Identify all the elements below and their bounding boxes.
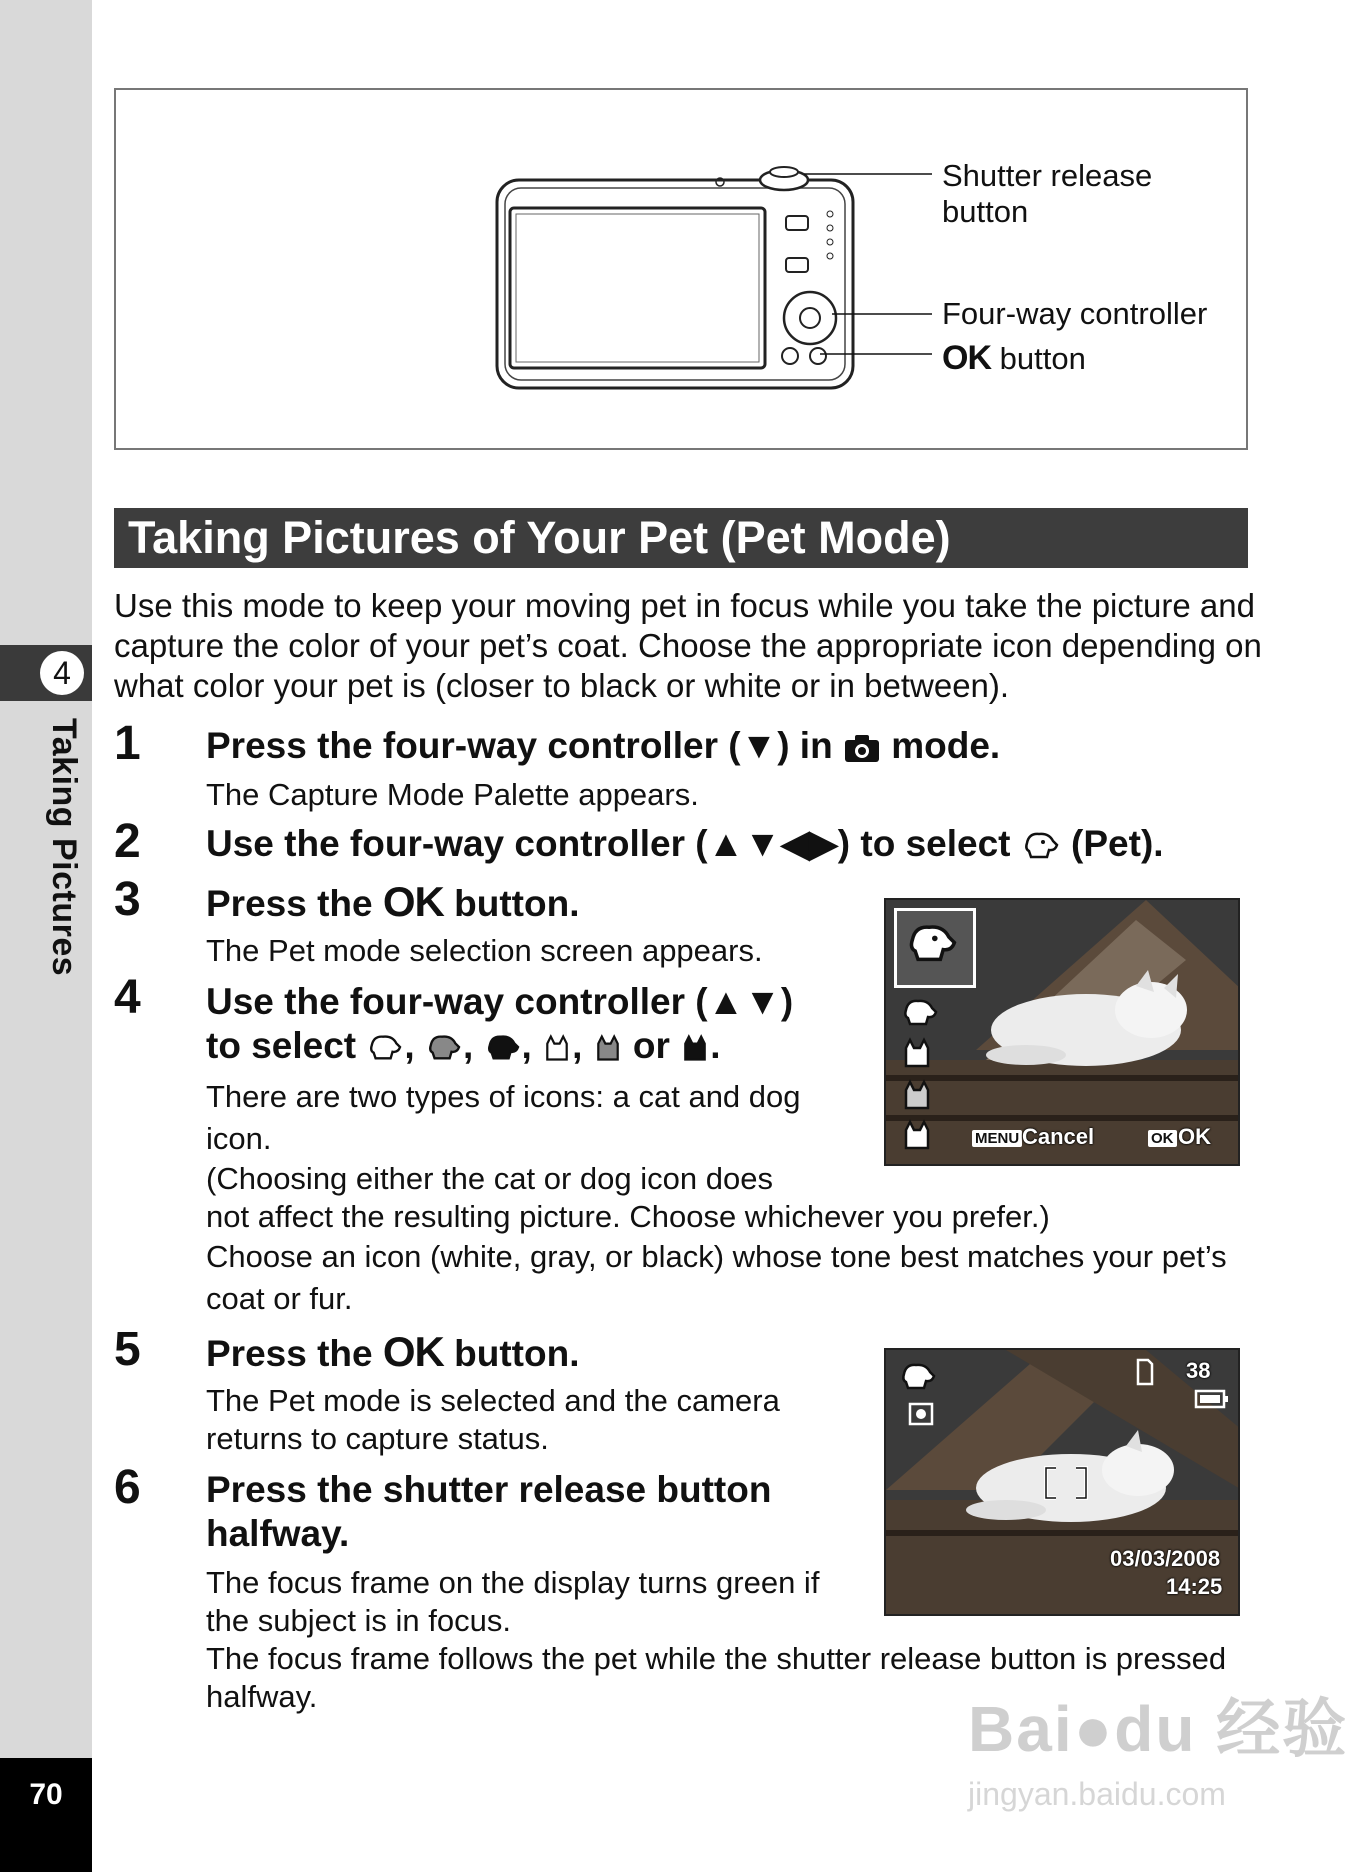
camera-mode-icon [843, 732, 881, 764]
ok-glyph: OK [382, 878, 444, 925]
step-1-number: 1 [114, 717, 141, 770]
or-word: or [622, 1025, 681, 1066]
memory-card-icon [1134, 1358, 1156, 1386]
ok-button-callout [942, 340, 1086, 377]
dog-gray-icon[interactable] [900, 996, 940, 1030]
section-title: Taking Pictures of Your Pet (Pet Mode) [128, 512, 951, 563]
ok-glyph: OK [942, 339, 991, 377]
step-4-heading-line2-a: to select [206, 1025, 367, 1066]
separator: , [521, 1025, 543, 1066]
separator: , [404, 1025, 425, 1066]
step-3-number: 3 [114, 873, 141, 926]
step-6-body-1: The focus frame on the display turns green if the subject is in focus. [206, 1565, 820, 1638]
separator: , [462, 1025, 484, 1066]
battery-icon [1194, 1388, 1230, 1410]
step-5-body: The Pet mode is selected and the camera returns to capture status. [206, 1383, 780, 1456]
shots-remaining: 38 [1186, 1358, 1211, 1383]
step-5-heading [206, 1330, 579, 1376]
menu-key-tag: MENU [972, 1130, 1022, 1147]
step-4-number: 4 [114, 971, 141, 1024]
capture-status-screen [884, 1348, 1240, 1616]
step-1-heading [206, 724, 1000, 768]
dog-white-icon [366, 1032, 404, 1064]
step-1-body: The Capture Mode Palette appears. [206, 777, 699, 812]
step-4-heading-line1: Use the four-way controller (▲▼) [206, 981, 794, 1022]
step-2-heading [206, 822, 1164, 866]
step-3-body: The Pet mode selection screen appears. [206, 933, 763, 968]
page-number: 70 [29, 1778, 63, 1811]
page-number-box [0, 1758, 92, 1872]
date-display: 03/03/2008 [1110, 1546, 1221, 1571]
cat-gray-icon [593, 1032, 623, 1064]
baidu-watermark: Bai●du 经验 [968, 1693, 1349, 1765]
four-way-controller-callout: Four-way controller [942, 296, 1208, 331]
chapter-number: 4 [40, 651, 84, 695]
ok-key-tag: OK [1148, 1130, 1177, 1147]
ok-glyph: OK [382, 1328, 444, 1375]
pet-mode-icon [898, 1360, 938, 1394]
camera-back-illustration [114, 88, 1248, 450]
step-4-heading-line2 [206, 1024, 721, 1068]
face-detect-icon [908, 1402, 934, 1426]
cat-white-icon [542, 1032, 572, 1064]
step-6-body-2: The focus frame follows the pet while the shutter release button is pressed halfway. [206, 1641, 1227, 1714]
step-6-heading-line1: Press the shutter release button [206, 1469, 772, 1510]
step-4-body-4: Choose an icon (white, gray, or black) whose tone best matches your pet’s coat or fur. [206, 1239, 1227, 1316]
cat-black-icon [680, 1032, 710, 1064]
cat-black-icon[interactable] [900, 1118, 934, 1152]
dog-black-icon [484, 1032, 522, 1064]
cancel-label[interactable]: Cancel [1022, 1124, 1095, 1149]
intro-paragraph: Use this mode to keep your moving pet in focus while you take the picture and capture the color of your pet’s coat. Choose the appropriate icon depending on what color your pet is (closer to black or white or in between). [114, 587, 1262, 704]
step-4-body-3: not affect the resulting picture. Choose whichever you prefer.) [206, 1199, 1050, 1234]
pet-selection-screen [884, 898, 1240, 1166]
dog-white-icon[interactable] [904, 918, 960, 970]
ok-label[interactable]: OK [1178, 1124, 1211, 1149]
ok-callout-suffix: button [999, 341, 1086, 376]
step-2-heading-b: (Pet). [1060, 823, 1164, 864]
chapter-title: Taking Pictures [45, 718, 83, 977]
step-3-heading-b: button. [443, 883, 580, 924]
dog-gray-icon [425, 1032, 463, 1064]
step-2-number: 2 [114, 815, 141, 868]
baidu-watermark-url: jingyan.baidu.com [968, 1776, 1226, 1812]
step-5-heading-b: button. [443, 1333, 580, 1374]
step-1-heading-a: Press the four-way controller (▼) in [206, 725, 843, 766]
step-4-body-2: (Choosing either the cat or dog icon does [206, 1161, 773, 1196]
step-5-heading-a: Press the [206, 1333, 383, 1374]
step-3-heading [206, 880, 579, 926]
step-4-body-1: There are two types of icons: a cat and dog icon. [206, 1079, 801, 1156]
step-6-number: 6 [114, 1461, 141, 1514]
step-6-heading-line2: halfway. [206, 1513, 350, 1554]
focus-frame [1042, 1466, 1090, 1500]
step-3-heading-a: Press the [206, 883, 383, 924]
time-display: 14:25 [1166, 1574, 1223, 1599]
separator: , [572, 1025, 593, 1066]
step-1-heading-b: mode. [880, 725, 1001, 766]
step-5-number: 5 [114, 1323, 141, 1376]
period: . [710, 1025, 721, 1066]
cat-gray-icon[interactable] [900, 1078, 934, 1112]
cat-white-icon[interactable] [900, 1036, 934, 1070]
pet-mode-icon [1021, 829, 1061, 863]
shutter-button-callout: Shutter release button [942, 158, 1153, 229]
step-2-heading-a: Use the four-way controller (▲▼◀▶) to select [206, 823, 1021, 864]
